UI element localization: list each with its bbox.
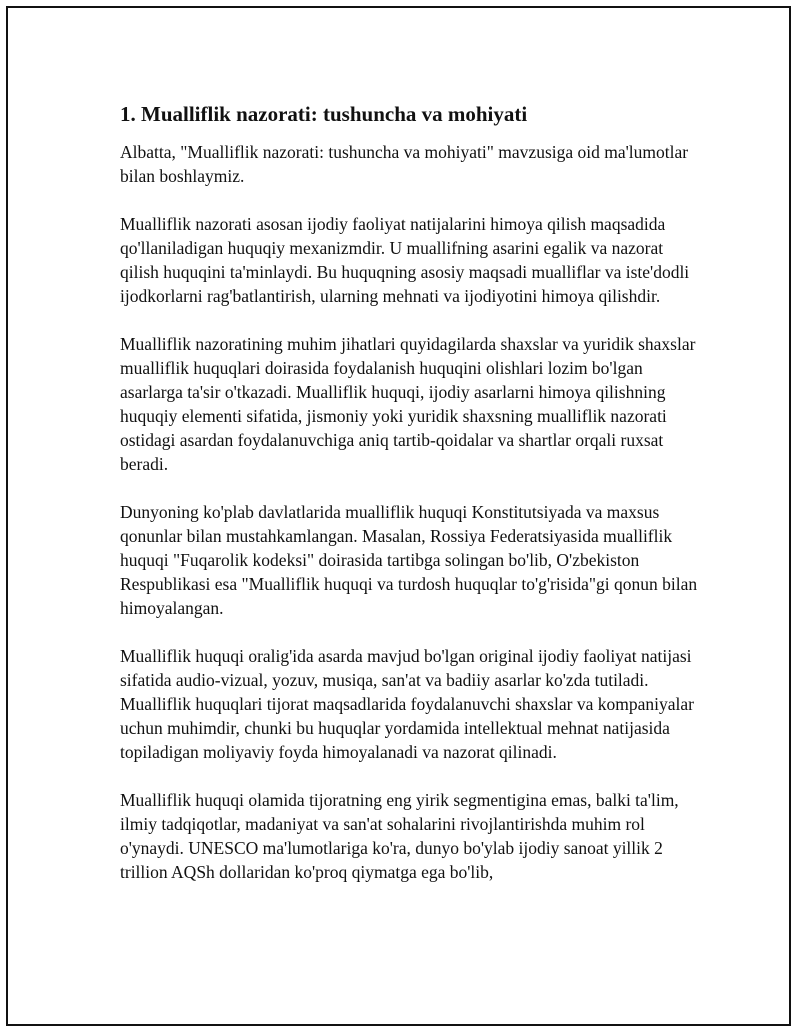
paragraph-scope: Mualliflik huquqi oralig'ida asarda mavjud bo'lgan original ijodiy faoliyat natijasi sifatida audio-vizual, yozuv, musiqa, san'at va badiiy asarlar ko'zda tutiladi. Mualliflik huquqlari tijorat maqsadlarida foydalanuvchi shaxslar va kompaniyalar uchun muhimdir, chunki bu huquqlar yordamida intellektual mehnat natijasida topiladigan moliyaviy foyda himoyalanadi va nazorat qilinadi. xyxy=(120,646,694,762)
paragraph-legislation: Dunyoning ko'plab davlatlarida mualliflik huquqi Konstitutsiyada va maxsus qonunlar bilan mustahkamlangan. Masalan, Rossiya Federatsiyasida mualliflik huquqi "Fuqarolik kodeksi" doirasida tartibga solingan bo'lib, O'zbekiston Respublikasi esa "Mualliflik huquqi va turdosh huquqlar to'g'risida"gi qonun bilan himoyalangan. xyxy=(120,502,698,618)
paragraph-definition: Mualliflik nazorati asosan ijodiy faoliyat natijalarini himoya qilish maqsadida qo'llaniladigan huquqiy mexanizmdir. U muallifning asarini egalik va nazorat qilish huquqini ta'minlaydi. Bu huquqning asosiy maqsadi mualliflar va iste'dodli ijodkorlarni rag'batlantirish, ularning mehnati va ijodiyotini himoya qilishdir. xyxy=(120,214,690,306)
document-body xyxy=(120,100,700,908)
paragraph-importance: Mualliflik huquqi olamida tijoratning eng yirik segmentigina emas, balki ta'lim, ilmiy tadqiqotlar, madaniyat va san'at sohalarini rivojlantirishda muhim rol o'ynaydi. UNESCO ma'lumotlariga ko'ra, dunyo bo'ylab ijodiy sanoat yillik 2 trillion AQSh dollaridan ko'proq qiymatga ega bo'lib, xyxy=(120,790,679,882)
section-heading: 1. Mualliflik nazorati: tushuncha va mohiyati xyxy=(120,102,528,126)
page-frame xyxy=(6,6,791,1026)
paragraph-intro: Albatta, "Mualliflik nazorati: tushuncha va mohiyati" mavzusiga oid ma'lumotlar bilan boshlaymiz. xyxy=(120,142,689,186)
paragraph-aspects: Mualliflik nazoratining muhim jihatlari quyidagilarda shaxslar va yuridik shaxslar mualliflik huquqlari doirasida foydalanish huquqini olishlari lozim bo'lgan asarlarga ta'sir o'tkazadi. Mualliflik huquqi, ijodiy asarlarni himoya qilishning huquqiy elementi sifatida, jismoniy yoki yuridik shaxsning mualliflik nazorati ostidagi asardan foydalanuvchiga aniq tartib-qoidalar va shartlar orqali ruxsat beradi. xyxy=(120,334,696,474)
